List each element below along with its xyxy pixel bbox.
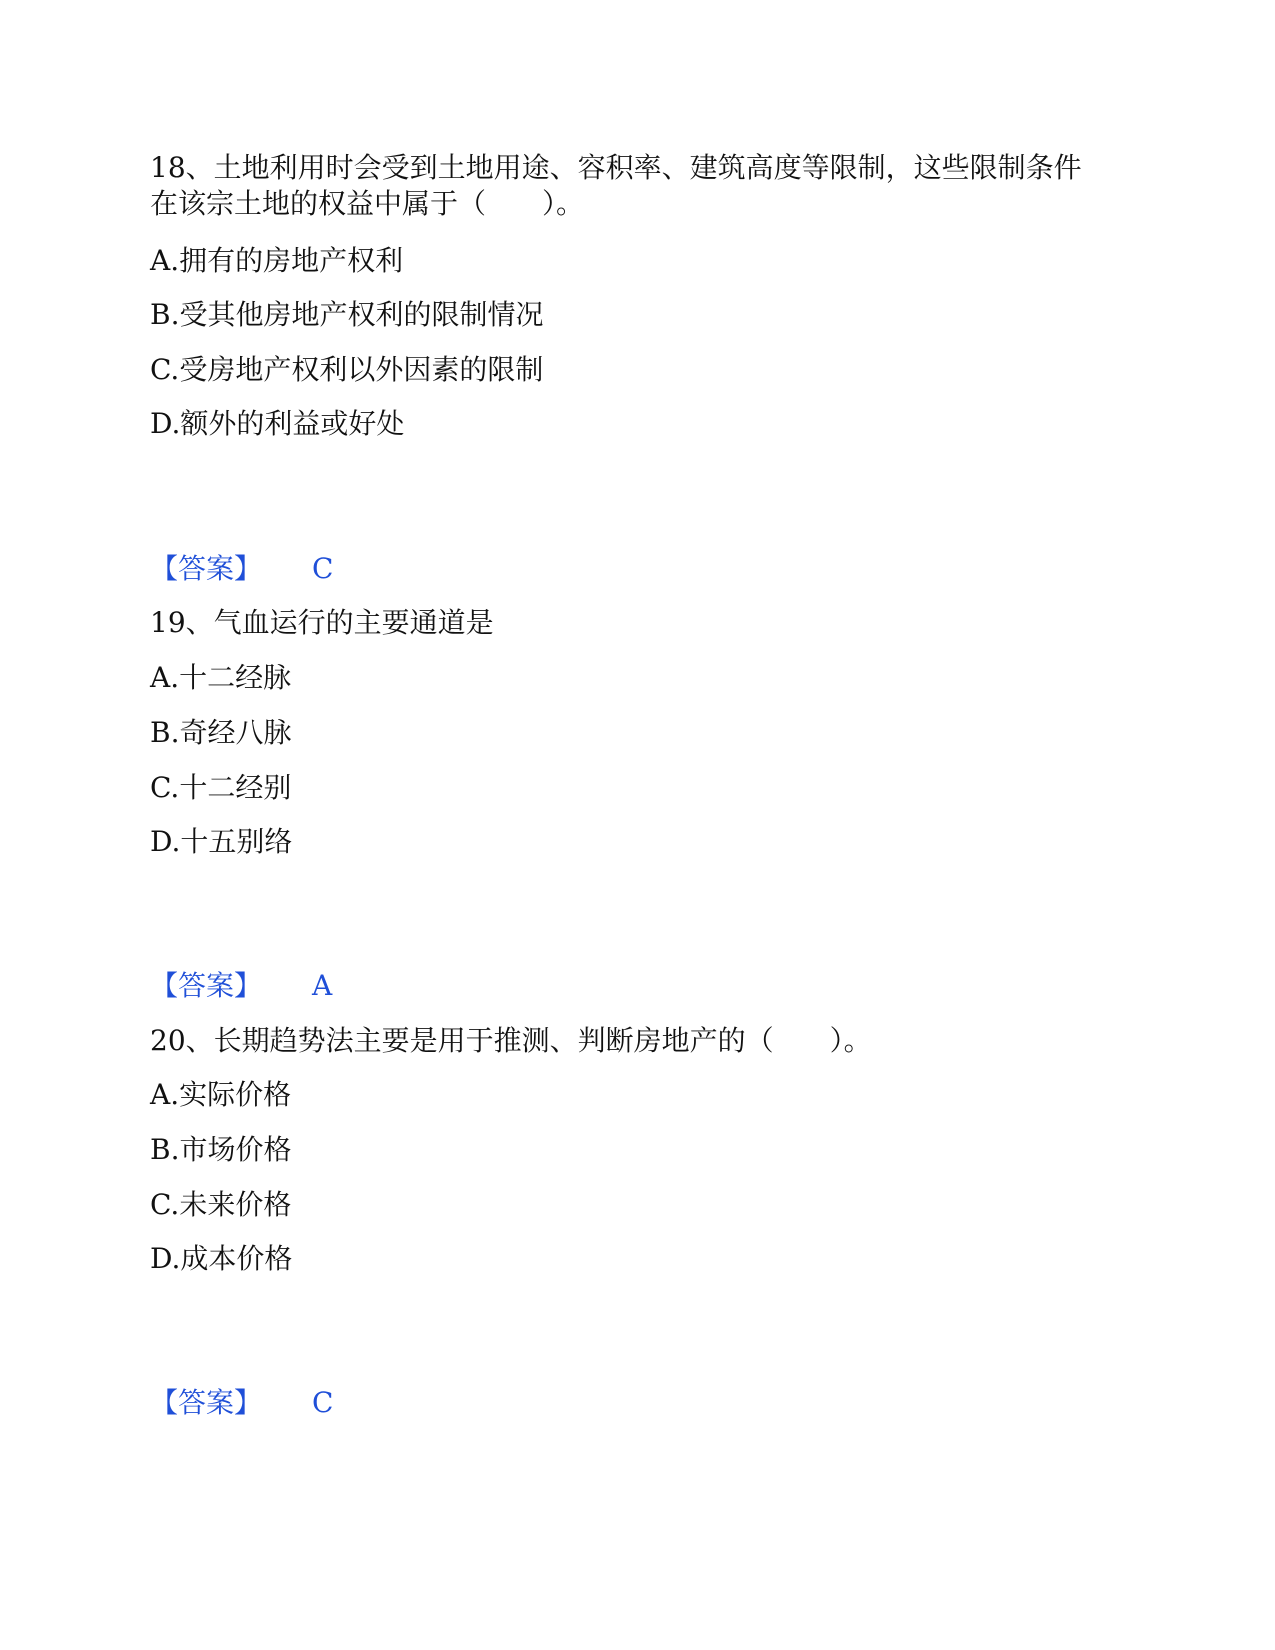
question-18-stem-line-2: 在该宗土地的权益中属于（ ）。	[150, 187, 585, 220]
question-20-option-c: C.未来价格	[150, 1188, 292, 1221]
question-19-option-b: B.奇经八脉	[150, 716, 292, 749]
question-19-option-d: D.十五别络	[150, 825, 293, 858]
question-20-option-d: D.成本价格	[150, 1242, 293, 1275]
question-19-option-c: C.十二经别	[150, 771, 292, 804]
question-18-answer	[150, 550, 333, 588]
answer-label: 【答案】	[150, 552, 263, 585]
answer-value: C	[312, 552, 334, 585]
question-18-option-a: A.拥有的房地产权利	[150, 244, 404, 277]
question-19-stem-line-1: 19、气血运行的主要通道是	[150, 606, 494, 639]
answer-label: 【答案】	[150, 1386, 263, 1419]
question-19-answer	[150, 967, 332, 1005]
answer-value: C	[312, 1386, 334, 1419]
question-19-option-a: A.十二经脉	[150, 661, 292, 694]
question-18-option-d: D.额外的利益或好处	[150, 407, 405, 440]
question-18-stem-line-1: 18、土地利用时会受到土地用途、容积率、建筑高度等限制，这些限制条件	[150, 151, 1082, 184]
question-20-option-a: A.实际价格	[150, 1078, 292, 1111]
question-18-option-b: B.受其他房地产权利的限制情况	[150, 298, 544, 331]
question-20-option-b: B.市场价格	[150, 1133, 292, 1166]
answer-label: 【答案】	[150, 969, 263, 1002]
answer-value: A	[312, 969, 333, 1002]
question-20-answer	[150, 1384, 333, 1422]
question-20-stem-line-1: 20、长期趋势法主要是用于推测、判断房地产的（ ）。	[150, 1024, 872, 1057]
question-18-option-c: C.受房地产权利以外因素的限制	[150, 353, 544, 386]
